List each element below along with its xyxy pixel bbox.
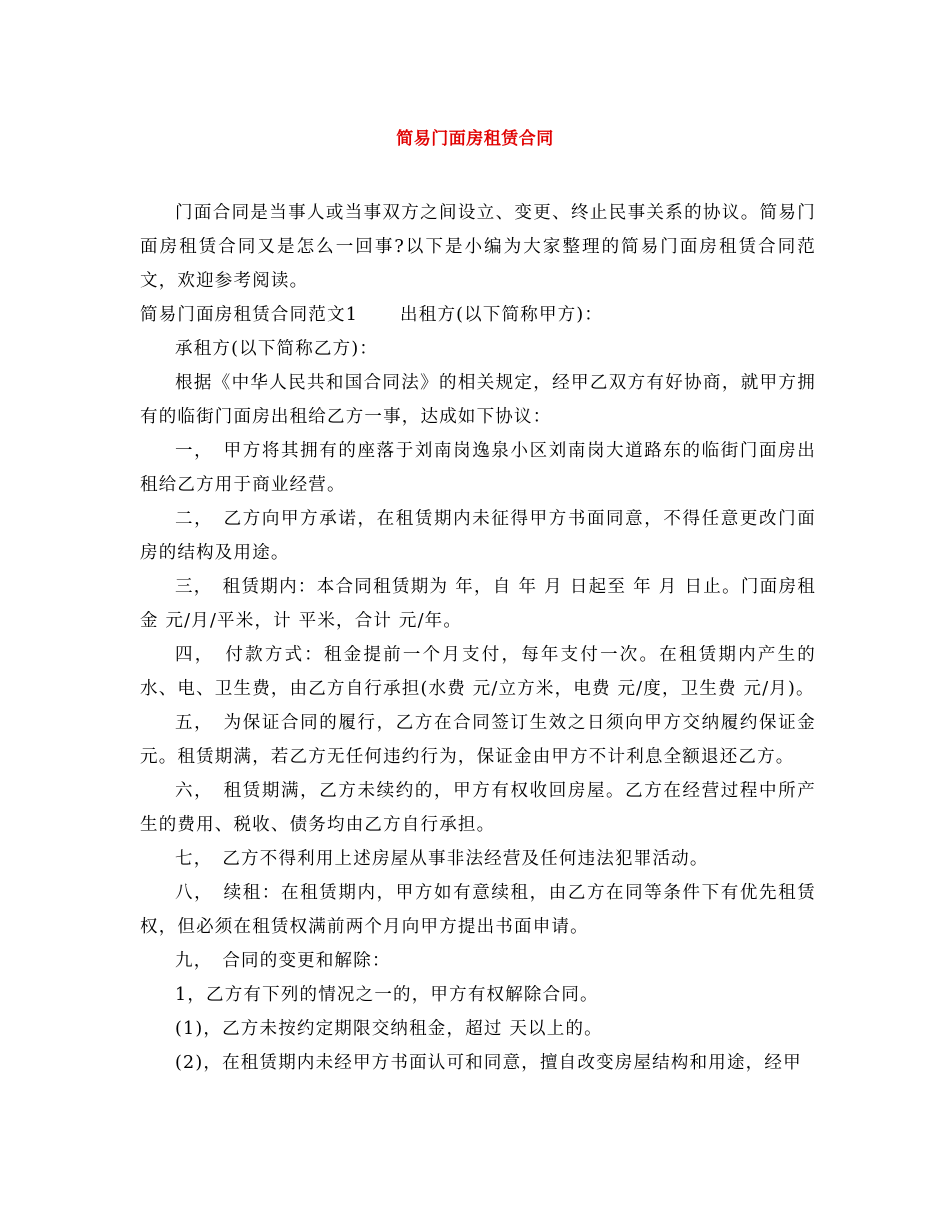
subclause-1: 1，乙方有下列的情况之一的，甲方有权解除合同。 [175, 985, 599, 1005]
intro-paragraph: 门面合同是当事人或当事双方之间设立、变更、终止民事关系的协议。简易门面房租赁合同又是怎么一回事?以下是小编为大家整理的简易门面房租赁合同范文，欢迎参考阅读。 [140, 203, 816, 291]
clause-9: 九， 合同的变更和解除： [175, 951, 391, 971]
subclause-item-2: (2)，在租赁期内未经甲方书面认可和同意，擅自改变房屋结构和用途，经甲 [175, 1053, 802, 1073]
sample-heading: 简易门面房租赁合同范文1 [140, 305, 359, 325]
preamble-paragraph: 根据《中华人民共和国合同法》的相关规定，经甲乙双方有好协商，就甲方拥有的临街门面房出租给乙方一事，达成如下协议： [140, 373, 816, 427]
clause-7: 七， 乙方不得利用上述房屋从事非法经营及任何违法犯罪活动。 [175, 849, 709, 869]
clause-4: 四， 付款方式：租金提前一个月支付，每年支付一次。在租赁期内产生的水、电、卫生费，由乙方自行承担(水费 元/立方米，电费 元/度，卫生费 元/月)。 [140, 645, 816, 699]
clause-8: 八， 续租：在租赁期内，甲方如有意续租，由乙方在同等条件下有优先租赁权，但必须在租赁权满前两个月向甲方提出书面申请。 [140, 883, 816, 937]
clause-1: 一， 甲方将其拥有的座落于刘南岗逸泉小区刘南岗大道路东的临街门面房出租给乙方用于商业经营。 [140, 441, 816, 495]
document-body [140, 196, 816, 1080]
lessor-label: 出租方(以下简称甲方)： [400, 305, 604, 325]
clause-6: 六， 租赁期满，乙方未续约的，甲方有权收回房屋。乙方在经营过程中所产生的费用、税收、债务均由乙方自行承担。 [140, 781, 816, 835]
clause-2: 二， 乙方向甲方承诺，在租赁期内未征得甲方书面同意，不得任意更改门面房的结构及用途。 [140, 509, 816, 563]
lessee-label: 承租方(以下简称乙方)： [175, 339, 379, 359]
sample-heading-line [140, 298, 816, 332]
clause-5: 五， 为保证合同的履行，乙方在合同签订生效之日须向甲方交纳履约保证金 元。租赁期满，若乙方无任何违约行为，保证金由甲方不计利息全额退还乙方。 [140, 713, 816, 767]
document-title: 简易门面房租赁合同 [396, 129, 554, 149]
subclause-item-1: (1)，乙方未按约定期限交纳租金，超过 天以上的。 [175, 1019, 603, 1039]
clause-3: 三， 租赁期内：本合同租赁期为 年，自 年 月 日起至 年 月 日止。门面房租金 元/月/平米，计 平米，合计 元/年。 [140, 577, 816, 631]
